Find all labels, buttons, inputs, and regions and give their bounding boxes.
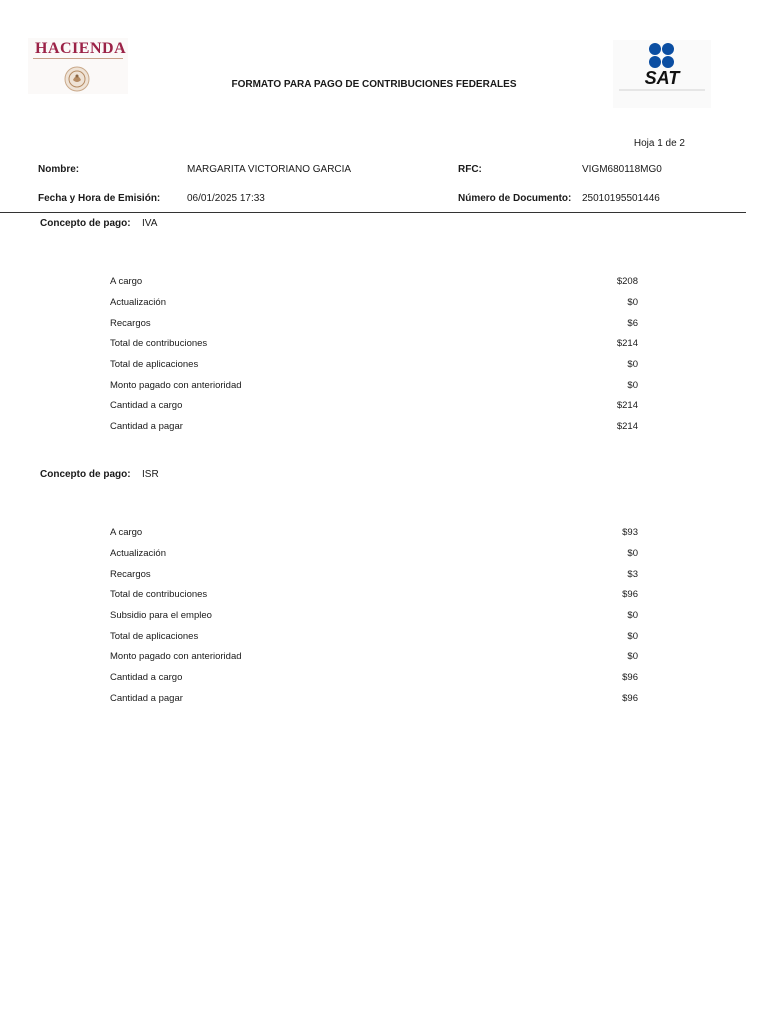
date-value: 06/01/2025 17:33 (187, 193, 265, 204)
line-item-amount: $96 (622, 693, 638, 704)
line-item-amount: $93 (622, 527, 638, 538)
document-number-value: 25010195501446 (582, 193, 660, 204)
line-item-amount: $3 (627, 569, 638, 580)
line-item-label: A cargo (110, 527, 143, 538)
sat-wordmark: SAT (644, 68, 680, 88)
line-item-label: Actualización (110, 548, 166, 559)
line-item-label: Cantidad a cargo (110, 672, 183, 683)
line-item-label: Cantidad a cargo (110, 400, 183, 411)
concept-label: Concepto de pago: (40, 218, 131, 229)
line-item-amount: $0 (627, 651, 638, 662)
line-item-label: Total de contribuciones (110, 589, 208, 600)
line-item-amount: $96 (622, 672, 638, 683)
concept-label: Concepto de pago: (40, 469, 131, 480)
line-item-label: Monto pagado con anterioridad (110, 651, 242, 662)
line-item-amount: $6 (627, 318, 638, 329)
line-item-amount: $0 (627, 380, 638, 391)
line-item-label: Cantidad a pagar (110, 693, 183, 704)
header-divider (0, 212, 746, 213)
sat-logo (613, 40, 711, 108)
document-title: FORMATO PARA PAGO DE CONTRIBUCIONES FEDERALES (231, 79, 517, 90)
line-item-label: Total de aplicaciones (110, 359, 199, 370)
hacienda-underline (33, 58, 123, 62)
line-item-amount: $214 (616, 338, 638, 349)
hacienda-wordmark: HACIENDA (35, 40, 127, 57)
rfc-label: RFC: (458, 164, 482, 175)
concept-value: IVA (142, 218, 158, 229)
concept-value: ISR (142, 469, 159, 480)
line-item-label: Recargos (110, 318, 151, 329)
line-item-amount: $0 (627, 631, 638, 642)
rfc-value: VIGM680118MG0 (582, 164, 662, 175)
page-indicator: Hoja 1 de 2 (633, 138, 685, 149)
name-value: MARGARITA VICTORIANO GARCIA (187, 164, 352, 175)
line-item-label: Recargos (110, 569, 151, 580)
line-item-amount: $0 (627, 359, 638, 370)
line-item-amount: $0 (627, 548, 638, 559)
line-item-amount: $0 (627, 297, 638, 308)
line-item-amount: $0 (627, 610, 638, 621)
document-number-label: Número de Documento: (458, 193, 572, 204)
line-item-label: A cargo (110, 276, 143, 287)
line-item-amount: $208 (616, 276, 638, 287)
line-item-label: Total de aplicaciones (110, 631, 199, 642)
line-item-label: Cantidad a pagar (110, 421, 183, 432)
date-label: Fecha y Hora de Emisión: (38, 193, 161, 204)
line-item-label: Total de contribuciones (110, 338, 208, 349)
line-item-amount: $96 (622, 589, 638, 600)
line-item-label: Monto pagado con anterioridad (110, 380, 242, 391)
line-item-label: Subsidio para el empleo (110, 610, 212, 621)
line-item-amount: $214 (616, 421, 638, 432)
line-item-amount: $214 (616, 400, 638, 411)
line-item-label: Actualización (110, 297, 166, 308)
name-label: Nombre: (38, 164, 80, 175)
